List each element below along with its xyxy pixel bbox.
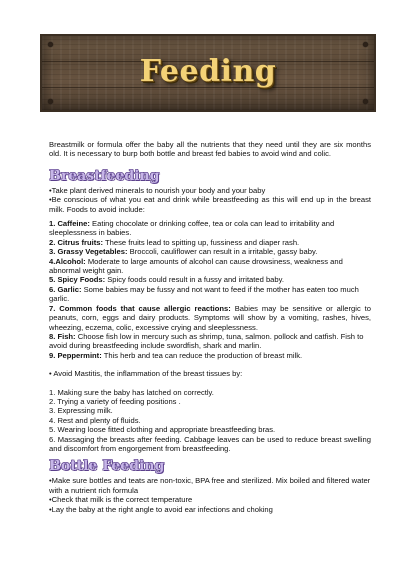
mastitis-step: 6. Massaging the breasts after feeding. Cabbage leaves can be used to reduce breast swelling and discomfort from engorgement from breastfeeding. [49, 434, 371, 453]
nail-icon [48, 99, 53, 104]
title-banner [40, 34, 376, 112]
mastitis-step: 2. Trying a variety of feeding positions . [49, 396, 181, 406]
mastitis-step: 4. Rest and plenty of fluids. [49, 415, 141, 425]
bullet-item: •Lay the baby at the right angle to avoid ear infections and choking [49, 504, 273, 514]
food-item-alcohol: 4.Alcohol: Moderate to large amounts of alcohol can cause drowsiness, weakness and abnormal weight gain. [49, 256, 343, 276]
food-item-allergens: 7. Common foods that cause allergic reactions: Babies may be sensitive or allergic to peanuts, corn, eggs and dairy products. Symptoms will show by a vomiting, rashes, hives, wheezing, eczema, colic, excessive crying and sleeplessness. [49, 303, 371, 332]
mastitis-step: 5. Wearing loose fitted clothing and appropriate breastfeeding bras. [49, 425, 276, 435]
food-item-peppermint: 9. Peppermint: This herb and tea can reduce the production of breast milk. [49, 350, 303, 360]
food-item-citrus: 2. Citrus fruits: These fruits lead to spitting up, fussiness and diaper rash. [49, 237, 300, 247]
bullet-item: •Take plant derived minerals to nourish your body and your baby [49, 185, 266, 195]
page-title: Feeding [139, 54, 277, 89]
food-item-fish: 8. Fish: Choose fish low in mercury such as shrimp, tuna, salmon. pollock and catfish. Fish to avoid during breastfeeding include swordfish, shark and marlin. [49, 331, 364, 351]
nail-icon [363, 42, 368, 47]
bullet-item: •Check that milk is the correct temperature [49, 495, 193, 505]
bottle-feeding-heading: Bottle Feeding [49, 458, 165, 475]
nail-icon [363, 99, 368, 104]
food-item-spicy: 5. Spicy Foods: Spicy foods could result in a fussy and irritated baby. [49, 275, 284, 285]
intro-paragraph: Breastmilk or formula offer the baby all the nutrients that they need until they are six months old. It is necessary to burp both bottle and breast fed babies to avoid wind and colic. [49, 140, 371, 159]
article-body [49, 140, 371, 514]
mastitis-step: 3. Expressing milk. [49, 406, 113, 416]
mastitis-intro: • Avoid Mastitis, the inflammation of the breast tissues by: [49, 369, 243, 379]
breastfeeding-heading: Breastfeeding [49, 167, 160, 184]
mastitis-step: 1. Making sure the baby has latched on correctly. [49, 387, 214, 397]
food-item-caffeine: 1. Caffeine: Eating chocolate or drinking coffee, tea or cola can lead to irritability and sleeplessness in babies. [49, 219, 335, 238]
bullet-item: •Make sure bottles and teats are non-toxic, BPA free and sterilized. Mix boiled and filtered water with a nutrient rich formula [49, 476, 371, 495]
food-item-grassy-vegetables: 3. Grassy Vegetables: Broccoli, cauliflower can result in a irritable, gassy baby. [49, 247, 318, 257]
bullet-item: •Be conscious of what you eat and drink while breastfeeding as this will end up in the breast milk. Foods to avoid include: [49, 195, 371, 214]
food-item-garlic: 6. Garlic: Some babies may be fussy and not want to feed if the mother has eaten too much garlic. [49, 284, 359, 304]
nail-icon [48, 42, 53, 47]
